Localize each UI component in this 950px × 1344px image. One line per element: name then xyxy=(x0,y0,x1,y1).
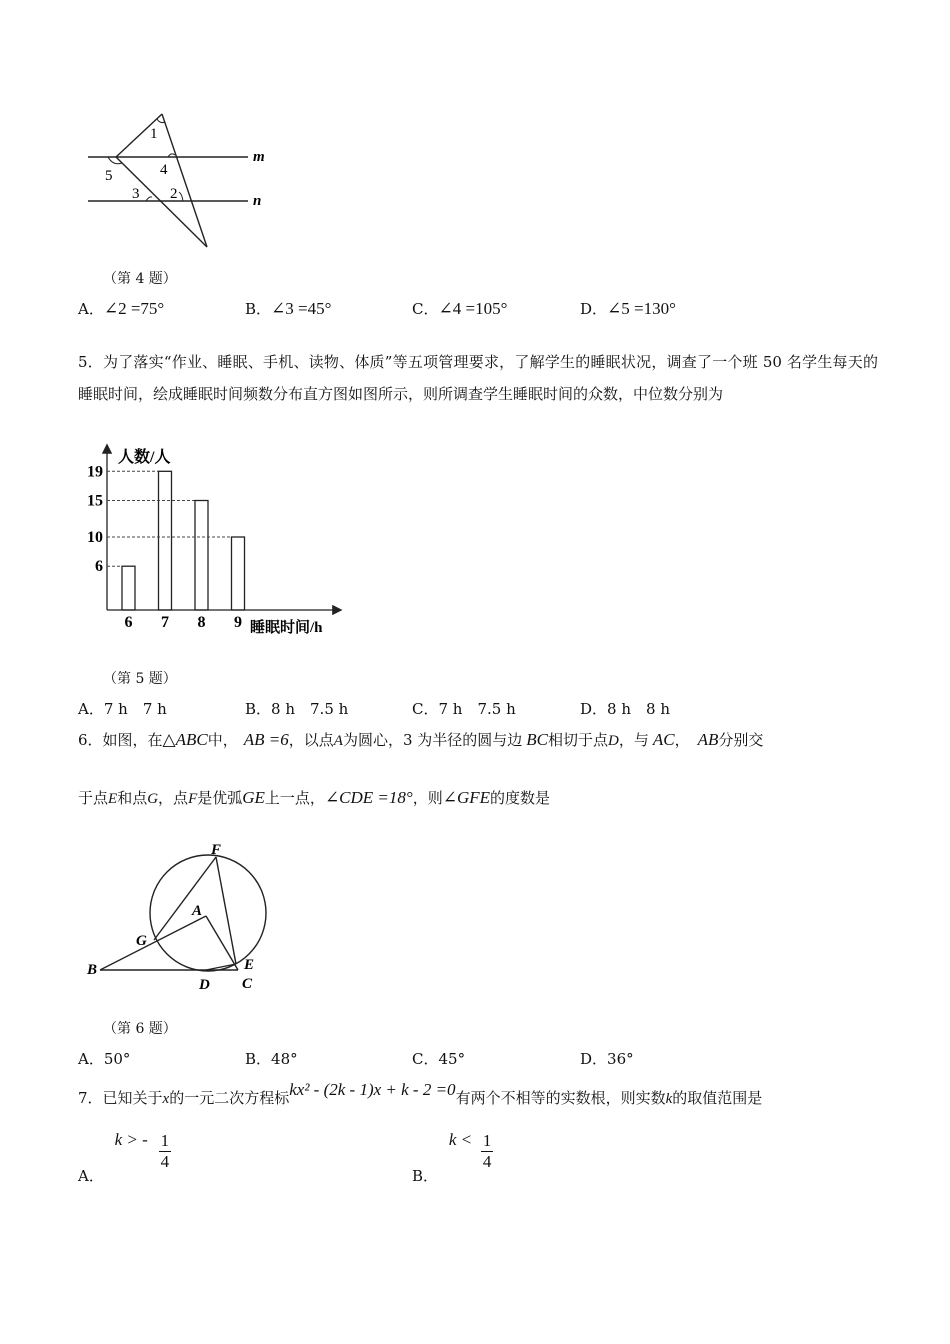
q5-option-c xyxy=(412,698,516,719)
q6-angle-gfe: ∠GFE xyxy=(442,788,491,807)
q6-label-b: B xyxy=(87,962,98,978)
q4-label-1: 1 xyxy=(150,126,158,142)
q6-circle xyxy=(150,855,266,971)
q7-equation: kx² - (2k - 1)x + k - 2 =0 xyxy=(289,1080,456,1099)
x-tick-label: 9 xyxy=(234,614,242,631)
q5-stem: 5．为了落实“作业、睡眠、手机、读物、体质”等五项管理要求，了解学生的睡眠状况，调查了一个班 50 名学生每天的睡眠时间，绘成睡眠时间频数分布直方图如图所示，则所调查学生睡眠时间的众数，中位数分别为 xyxy=(78,353,878,403)
q4-label-n: n xyxy=(253,193,262,209)
y-tick-label: 10 xyxy=(87,529,103,546)
q6-stem-line-2 xyxy=(78,786,550,811)
q6-figure xyxy=(84,836,274,996)
q7-var-k: k xyxy=(665,1091,673,1107)
q6-option-d xyxy=(580,1048,634,1069)
q4-option-d-text: ∠5 =130° xyxy=(607,299,676,318)
q6-text: ，点 xyxy=(158,789,189,807)
q4-option-b-text: ∠3 =45° xyxy=(271,299,332,318)
q6-text: 上一点， xyxy=(264,789,325,807)
x-tick-label: 8 xyxy=(197,614,206,631)
q7-text: 有两个不相等的实数根，则实数 xyxy=(455,1089,666,1107)
q5-option-a-text: 7 h 7 h xyxy=(103,700,167,718)
q6-text: ，与 xyxy=(618,731,649,749)
q7-option-b xyxy=(412,1130,493,1186)
q6-text: ， xyxy=(674,731,690,749)
q6-option-a xyxy=(78,1048,130,1069)
q6-option-d-text: 36° xyxy=(607,1050,634,1068)
q6-option-b-text: 48° xyxy=(271,1050,298,1068)
q6-caption: （第 6 题） xyxy=(103,1021,177,1037)
q7-option-b-lhs: k < xyxy=(448,1130,473,1149)
q6-label-f: F xyxy=(211,842,222,858)
q4-figure xyxy=(80,108,280,253)
q5-option-b xyxy=(245,698,348,719)
q7-text: 7．已知关于 xyxy=(78,1089,163,1107)
q6-text: 6．如图，在 xyxy=(78,731,163,749)
q5-option-c-letter: C． xyxy=(412,700,439,718)
histogram-bar xyxy=(122,566,135,610)
q6-point-e: E xyxy=(108,791,118,807)
q6-point-a: A xyxy=(333,733,343,749)
q4-option-a-letter: A． xyxy=(78,300,104,318)
q5-x-axis-label: 睡眠时间/h xyxy=(250,620,323,636)
q7-option-b-denominator: 4 xyxy=(482,1151,492,1171)
q4-label-m: m xyxy=(253,149,265,165)
q6-segment-bc: BC xyxy=(526,730,548,749)
y-tick-label: 6 xyxy=(95,558,103,576)
q6-text: 的度数是 xyxy=(490,789,551,807)
q6-segment-fg-line xyxy=(154,857,216,940)
q6-label-a: A xyxy=(192,903,203,919)
q6-segment-fe-line xyxy=(216,857,236,964)
q6-label-g: G xyxy=(136,933,147,949)
histogram-bar xyxy=(232,537,245,610)
q5-option-a xyxy=(78,698,167,719)
q6-text: 于点 xyxy=(78,789,109,807)
q6-option-c xyxy=(412,1048,465,1069)
q4-option-c xyxy=(412,298,507,319)
q6-option-b xyxy=(245,1048,298,1069)
q6-option-a-text: 50° xyxy=(103,1050,131,1068)
q6-option-c-text: 45° xyxy=(438,1050,466,1068)
q4-option-c-letter: C． xyxy=(412,300,439,318)
y-tick-label: 15 xyxy=(87,492,103,510)
q7-option-a xyxy=(78,1130,171,1186)
q7-option-b-fraction xyxy=(481,1131,494,1172)
q7-text: 的一元二次方程标 xyxy=(169,1089,290,1107)
q4-label-5: 5 xyxy=(105,168,113,184)
q6-text: 相切于点 xyxy=(548,731,609,749)
q4-option-d xyxy=(580,298,676,319)
q5-option-d-letter: D． xyxy=(580,700,608,718)
q7-text: 的取值范围是 xyxy=(672,1089,763,1107)
q4-side-right xyxy=(162,114,207,247)
q5-option-a-letter: A． xyxy=(78,700,104,718)
q4-label-2: 2 xyxy=(170,186,178,202)
q6-option-c-letter: C． xyxy=(412,1050,439,1068)
q6-segment-ac: AC xyxy=(652,730,675,749)
q4-label-3: 3 xyxy=(132,186,140,202)
q6-label-e: E xyxy=(244,957,255,973)
q6-angle-cde: ∠CDE =18° xyxy=(324,788,413,807)
q6-text: 是优弧 xyxy=(197,789,243,807)
q4-arc-2 xyxy=(179,192,183,201)
x-tick-label: 6 xyxy=(124,614,133,631)
q6-text: 中， xyxy=(207,731,238,749)
q7-option-a-letter: A． xyxy=(78,1167,104,1185)
q6-ab-eq: AB =6 xyxy=(243,730,289,749)
q6-stem-line-1 xyxy=(78,728,763,753)
q5-y-axis-label: 人数/人 xyxy=(118,449,171,466)
q4-option-a xyxy=(78,298,164,319)
q7-option-b-letter: B． xyxy=(412,1167,439,1185)
q4-option-b xyxy=(245,298,331,319)
q7-option-a-lhs: k > - xyxy=(114,1130,148,1149)
q4-label-4: 4 xyxy=(160,162,168,178)
q5-option-d-text: 8 h 8 h xyxy=(607,700,670,718)
q6-point-d: D xyxy=(608,733,619,749)
q6-point-f: F xyxy=(188,791,198,807)
q5-caption: （第 5 题） xyxy=(103,671,177,687)
q7-stem xyxy=(78,1080,763,1113)
x-tick-label: 7 xyxy=(161,614,169,631)
q6-option-a-letter: A． xyxy=(78,1050,104,1068)
q5-option-c-text: 7 h 7.5 h xyxy=(438,700,516,718)
q4-option-c-text: ∠4 =105° xyxy=(438,299,508,318)
q6-option-d-letter: D． xyxy=(580,1050,608,1068)
histogram-bar xyxy=(195,501,208,611)
q5-option-d xyxy=(580,698,670,719)
q6-option-b-letter: B． xyxy=(245,1050,272,1068)
q4-option-b-letter: B． xyxy=(245,300,272,318)
q6-triangle-abc: △ABC xyxy=(162,730,208,749)
y-tick-label: 19 xyxy=(87,463,103,481)
q6-text: 分别交 xyxy=(718,731,764,749)
q6-arc-ge: GE xyxy=(242,788,265,807)
q6-label-c: C xyxy=(242,976,253,992)
q6-text: ，则 xyxy=(412,789,443,807)
q6-text: 为圆心，3 为半径的圆与边 xyxy=(342,731,523,749)
q6-segment-ac-line xyxy=(206,916,238,970)
q7-option-a-denominator: 4 xyxy=(160,1151,170,1171)
q6-text: 和点 xyxy=(117,789,148,807)
q7-option-a-fraction xyxy=(159,1131,172,1172)
histogram-bar xyxy=(159,471,172,610)
q5-option-b-text: 8 h 7.5 h xyxy=(271,700,349,718)
q6-label-d: D xyxy=(199,977,210,993)
q5-histogram xyxy=(78,442,350,642)
q6-segment-ba-line xyxy=(100,916,206,970)
q6-text: ，以点 xyxy=(288,731,334,749)
q6-point-g: G xyxy=(147,791,159,807)
q7-option-a-numerator: 1 xyxy=(160,1130,170,1150)
q7-var-x: x xyxy=(162,1091,170,1107)
q7-option-b-numerator: 1 xyxy=(482,1130,492,1150)
q4-caption: （第 4 题） xyxy=(103,271,177,287)
q4-option-a-text: ∠2 =75° xyxy=(103,299,165,318)
q6-segment-ab: AB xyxy=(697,730,719,749)
q5-option-b-letter: B． xyxy=(245,700,272,718)
q4-option-d-letter: D． xyxy=(580,300,608,318)
